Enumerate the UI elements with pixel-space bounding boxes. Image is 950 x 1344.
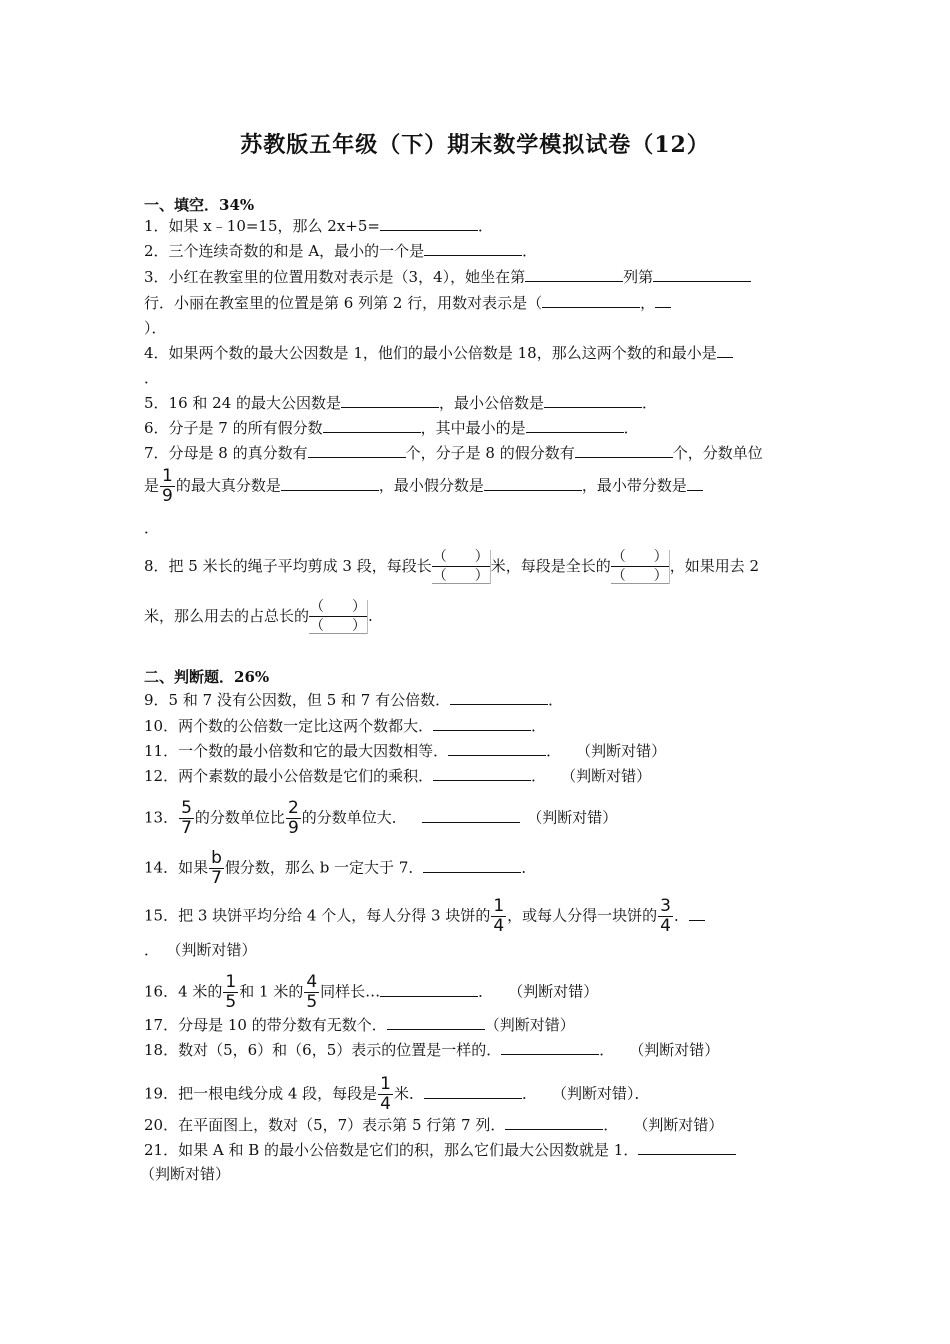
question-7-line-2: 是 $\frac{1}{9}$ 的最大真分数是 ，最小假分数是 ，最小带分数是 — [144, 468, 703, 505]
fraction-one-ninth: $\frac{1}{9}$ — [162, 466, 173, 506]
answer-blank[interactable] — [424, 1084, 522, 1099]
question-6: 6．分子是 7 的所有假分数 ，其中最小的是 ． — [144, 419, 639, 437]
question-3: 3．小红在教室里的位置用数对表示是（3，4），她坐在第 列第 — [144, 267, 751, 287]
answer-blank[interactable] — [387, 1015, 485, 1030]
fraction-answer-box[interactable]: （ ） （ ） — [432, 549, 489, 584]
fraction-answer-box[interactable]: （ ） （ ） — [611, 549, 668, 584]
answer-blank[interactable] — [525, 267, 623, 282]
answer-blank[interactable] — [448, 741, 546, 756]
question-4-line-2: ． — [144, 369, 160, 387]
answer-blank[interactable] — [433, 716, 531, 731]
answer-blank[interactable] — [717, 343, 733, 358]
answer-blank[interactable] — [433, 766, 531, 781]
answer-blank[interactable] — [424, 241, 522, 256]
question-15-line-2: ． （判断对错） — [144, 941, 257, 959]
fraction-one-quarter: $\frac{1}{4}$ — [380, 1074, 391, 1114]
fraction-b-sevenths: $\frac{b}{7}$ — [211, 848, 222, 888]
answer-blank[interactable] — [687, 476, 703, 491]
question-4: 4．如果两个数的最大公因数是 1，他们的最小公倍数是 18，那么这两个数的和最小是 — [144, 343, 733, 363]
answer-blank[interactable] — [653, 267, 751, 282]
question-16: 16．4 米的 $\frac{1}{5}$ 和 1 米的 $\frac{4}{5}$ 同样长… ． （判断对错） — [144, 972, 599, 1012]
answer-blank[interactable] — [422, 808, 520, 823]
question-1: 1．如果 x﹣10=15，那么 2x+5= ． — [144, 217, 493, 235]
question-18: 18．数对（5，6）和（6，5）表示的位置是一样的． ． （判断对错） — [144, 1041, 720, 1059]
answer-blank[interactable] — [380, 982, 478, 997]
question-3-line-3: ）． — [144, 319, 167, 337]
fraction-one-quarter: $\frac{1}{4}$ — [493, 896, 505, 936]
answer-blank[interactable] — [689, 906, 705, 921]
fraction-two-ninths: $\frac{2}{9}$ — [287, 798, 299, 838]
answer-blank[interactable] — [542, 293, 640, 308]
answer-blank[interactable] — [380, 216, 478, 231]
question-5: 5．16 和 24 的最大公因数是 ，最小公倍数是 ． — [144, 394, 658, 412]
answer-blank[interactable] — [341, 393, 439, 408]
answer-blank[interactable] — [501, 1040, 599, 1055]
question-8: 8．把 5 米长的绳子平均剪成 3 段，每段长 （ ） （ ） 米，每段是全长的 （ ） （ ） ，如果用去 2 — [144, 549, 760, 584]
section-true-false: 二、判断题．26% — [144, 668, 270, 686]
section-fill-in: 一、填空．34% — [144, 196, 255, 214]
question-2: 2．三个连续奇数的和是 A，最小的一个是 ． — [144, 242, 538, 260]
question-17: 17．分母是 10 的带分数有无数个． （判断对错） — [144, 1016, 575, 1034]
answer-blank[interactable] — [450, 690, 548, 705]
question-3-line-2: 行．小丽在教室里的位置是第 6 列第 2 行，用数对表示是（ ， — [144, 293, 671, 313]
answer-blank[interactable] — [323, 418, 421, 433]
question-21: 21．如果 A 和 B 的最小公倍数是它们的积，那么它们最大公因数就是 1． — [144, 1140, 736, 1160]
fraction-four-fifths: $\frac{4}{5}$ — [306, 972, 318, 1012]
answer-blank[interactable] — [281, 476, 379, 491]
answer-blank[interactable] — [484, 476, 582, 491]
answer-blank[interactable] — [575, 443, 673, 458]
question-7: 7．分母是 8 的真分数有 个，分子是 8 的假分数有 个，分数单位 — [144, 444, 763, 462]
question-12: 12．两个素数的最小公倍数是它们的乘积． ． （判断对错） — [144, 767, 652, 785]
answer-blank[interactable] — [526, 418, 624, 433]
fraction-one-fifth: $\frac{1}{5}$ — [225, 972, 237, 1012]
answer-blank[interactable] — [638, 1140, 736, 1155]
answer-blank[interactable] — [544, 393, 642, 408]
answer-blank[interactable] — [423, 858, 521, 873]
fraction-answer-box[interactable]: （ ） （ ） — [310, 599, 367, 634]
question-10: 10．两个数的公倍数一定比这两个数都大． ． — [144, 717, 547, 735]
fraction-three-quarters: $\frac{3}{4}$ — [660, 896, 671, 936]
answer-blank[interactable] — [308, 443, 406, 458]
question-15: 15．把 3 块饼平均分给 4 个人，每人分得 3 块饼的 $\frac{1}{4}$ ，或每人分得一块饼的 $\frac{3}{4}$ ． — [144, 898, 705, 935]
question-20: 20．在平面图上，数对（5，7）表示第 5 行第 7 列． ． （判断对错） — [144, 1116, 724, 1134]
question-14: 14．如果 $\frac{b}{7}$ 假分数，那么 b 一定大于 7． ． — [144, 848, 537, 888]
question-13: 13． $\frac{5}{7}$ 的分数单位比 $\frac{2}{9}$ 的分数单位大． （判断对错） — [144, 798, 618, 838]
page-title: 苏教版五年级（下）期末数学模拟试卷（12） — [240, 132, 710, 158]
question-8-line-2: 米，那么用去的占总长的 （ ） （ ） . — [144, 599, 373, 634]
answer-blank[interactable] — [505, 1115, 603, 1130]
question-7-line-3: ． — [144, 519, 160, 537]
fraction-five-sevenths: $\frac{5}{7}$ — [181, 798, 192, 838]
question-19: 19．把一根电线分成 4 段，每段是 $\frac{1}{4}$ 米． ． （判断对错）． — [144, 1074, 650, 1114]
question-9: 9．5 和 7 没有公因数，但 5 和 7 有公倍数． ． — [144, 691, 564, 709]
question-21-line-2: （判断对错） — [140, 1165, 231, 1183]
answer-blank[interactable] — [655, 293, 671, 308]
question-11: 11．一个数的最小倍数和它的最大因数相等． ． （判断对错） — [144, 742, 667, 760]
